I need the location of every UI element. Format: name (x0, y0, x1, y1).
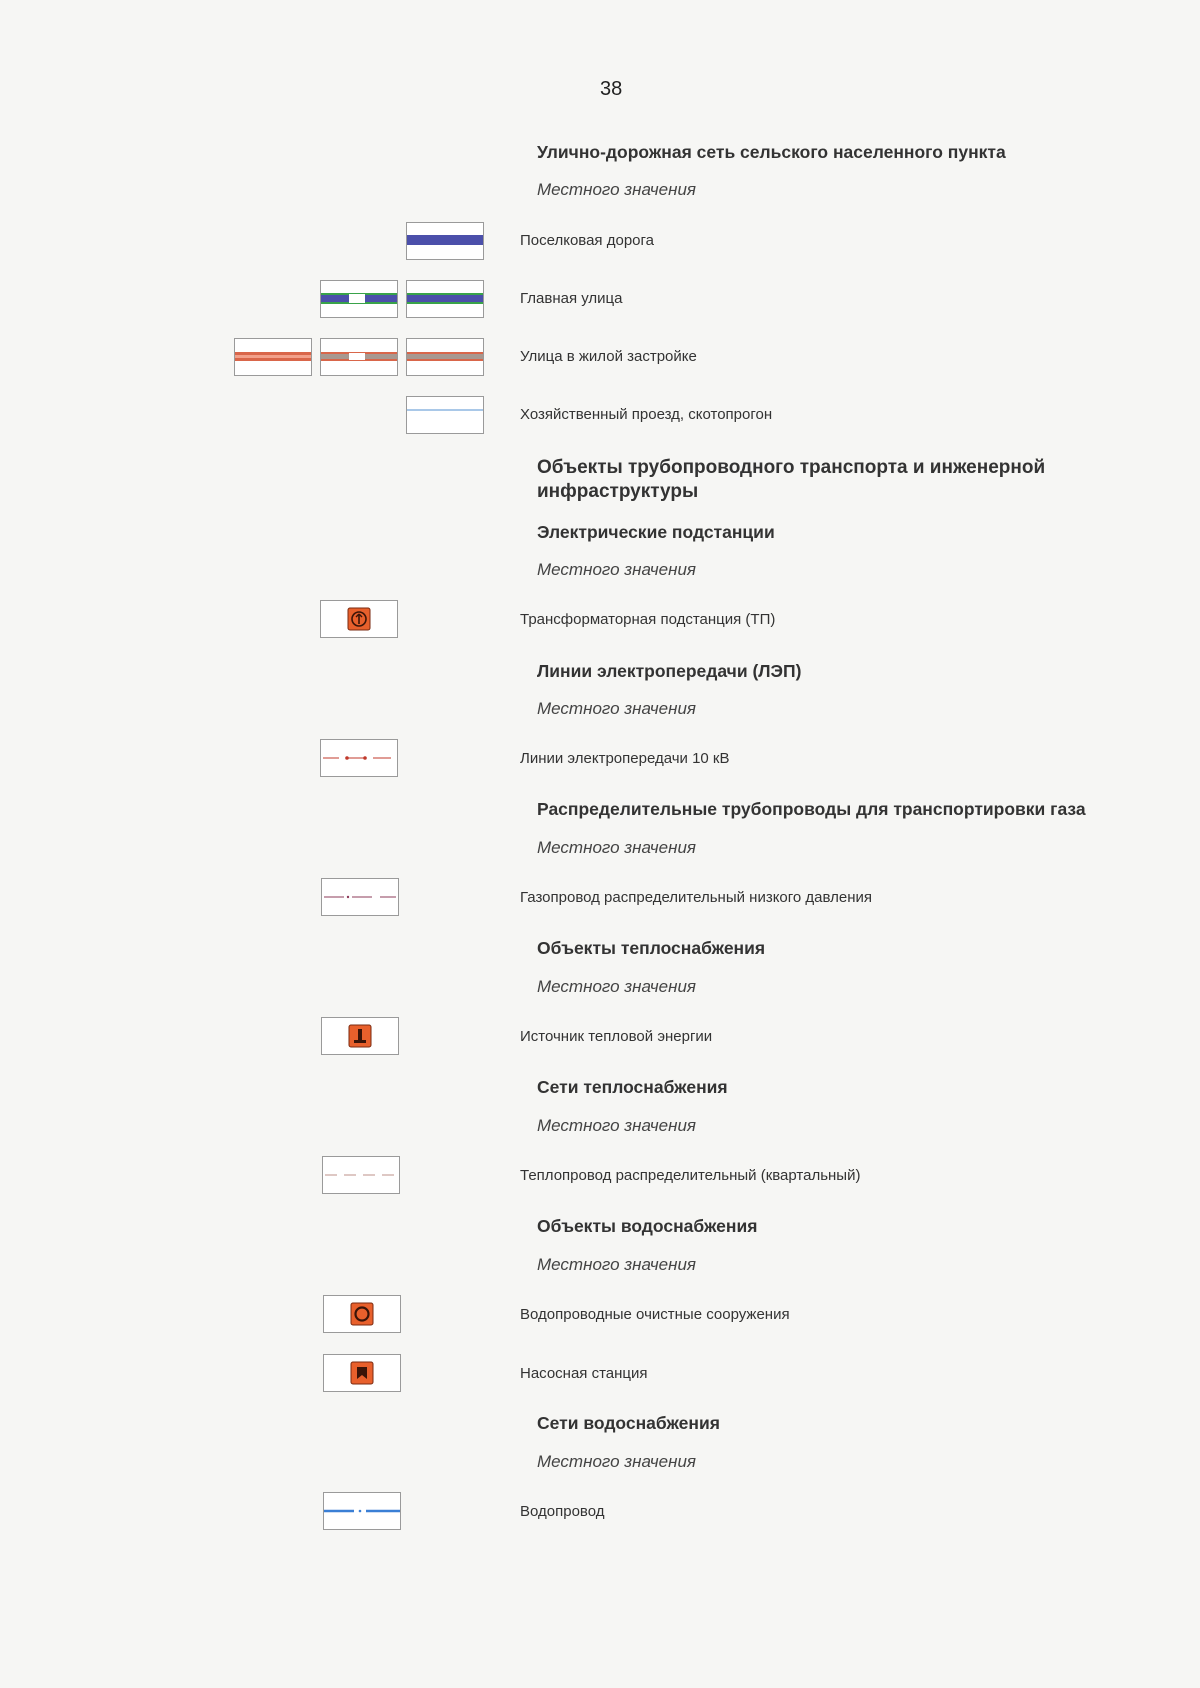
legend-label-residential-street: Улица в жилой застройке (520, 348, 697, 365)
section-title-heat-networks: Сети теплоснабжения (537, 1077, 728, 1097)
section-subtitle-electric-substations: Местного значения (537, 560, 696, 579)
water-pipeline-icon (323, 1492, 401, 1530)
settlement-road-icon (406, 222, 484, 260)
section-title-gas-pipelines: Распределительные трубопроводы для транспортировки газа (537, 799, 1086, 819)
section-subtitle-water-objects: Местного значения (537, 1255, 696, 1274)
gas-pipeline-icon (321, 878, 399, 916)
section-title-road-network: Улично-дорожная сеть сельского населенного пункта (537, 142, 1006, 162)
section-title-power-lines: Линии электропередачи (ЛЭП) (537, 661, 802, 681)
section-title-water-objects: Объекты водоснабжения (537, 1216, 758, 1236)
legend-label-settlement-road: Поселковая дорога (520, 232, 654, 249)
legend-label-heat-source: Источник тепловой энергии (520, 1028, 713, 1045)
main-street-icon (406, 280, 484, 318)
section-subtitle-gas-pipelines: Местного значения (537, 838, 696, 857)
power-line-icon (320, 739, 398, 777)
legend-label-gas-pipeline: Газопровод распределительный низкого давления (520, 889, 873, 906)
section-subtitle-heat-objects: Местного значения (537, 977, 696, 996)
section-title-heat-objects: Объекты теплоснабжения (537, 938, 766, 958)
water-treatment-icon (323, 1295, 401, 1333)
heat-pipeline-icon (322, 1156, 400, 1194)
section-subtitle-heat-networks: Местного значения (537, 1116, 696, 1135)
pump-station-icon (323, 1354, 401, 1392)
transformer-substation-icon (320, 600, 398, 638)
legend-label-heat-pipeline: Теплопровод распределительный (квартальный) (520, 1167, 861, 1184)
legend-label-main-street: Главная улица (520, 290, 623, 307)
section-title-electric-substations: Электрические подстанции (537, 522, 775, 542)
section-subtitle-power-lines: Местного значения (537, 699, 696, 718)
residential-street-icon (406, 338, 484, 376)
legend-label-transformer-substation: Трансформаторная подстанция (ТП) (520, 611, 776, 628)
residential-street-icon-variant-1 (234, 338, 312, 376)
residential-street-icon-variant-2 (320, 338, 398, 376)
legend-label-water-pipeline: Водопровод (520, 1503, 605, 1520)
main-street-icon-variant-1 (320, 280, 398, 318)
heat-source-icon (321, 1017, 399, 1055)
legend-label-pump-station: Насосная станция (520, 1365, 648, 1382)
section-title-water-networks: Сети водоснабжения (537, 1413, 720, 1433)
section-subtitle-water-networks: Местного значения (537, 1452, 696, 1471)
page-number: 38 (600, 78, 623, 100)
legend-label-power-line: Линии электропередачи 10 кВ (520, 750, 730, 767)
section-subtitle-road-network: Местного значения (537, 180, 696, 199)
legend-label-water-treatment: Водопроводные очистные сооружения (520, 1306, 790, 1323)
utility-passage-icon (406, 396, 484, 434)
legend-label-utility-passage: Хозяйственный проезд, скотопрогон (520, 406, 773, 423)
section-title-pipeline-infrastructure: Объекты трубопроводного транспорта и инженерной инфраструктуры (537, 457, 1046, 502)
